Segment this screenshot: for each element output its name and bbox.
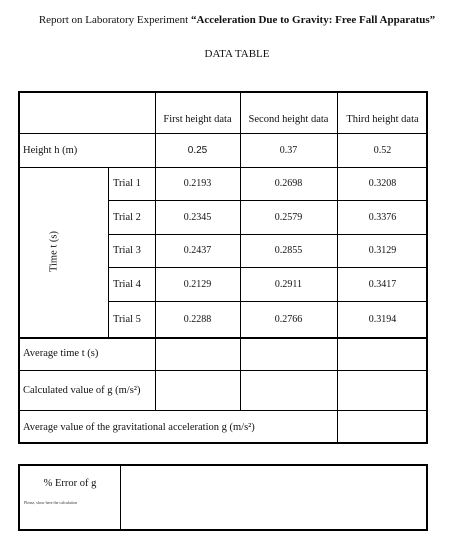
time-value: 0.3417 [368,278,397,290]
trial-label: Trial 1 [113,178,141,189]
average-g-label: Average value of the gravitational acceleration g (m/s²) [23,421,255,433]
average-g-input[interactable] [337,410,428,444]
time-value: 0.2766 [274,313,303,325]
time-value: 0.2288 [183,313,212,325]
error-label: % Error of g [43,478,97,489]
height-value: 0.52 [373,144,392,156]
time-value: 0.3208 [368,178,397,189]
error-note: Please, show here the calculation [24,500,77,505]
time-value: 0.2345 [183,211,212,223]
trial-label: Trial 5 [113,313,141,325]
data-table-heading: DATA TABLE [204,48,270,60]
time-value: 0.3194 [368,313,397,325]
column-header: Second height data [248,113,329,125]
height-value: 0.37 [279,144,298,156]
time-value: 0.2579 [274,211,303,223]
calculated-g-label: Calculated value of g (m/s²) [23,384,141,396]
report-title [0,14,474,26]
time-value: 0.3129 [368,245,397,256]
report-title-experiment: “Acceleration Due to Gravity: Free Fall Apparatus” [190,14,436,26]
height-value: 0.25 [187,144,208,156]
trial-label: Trial 2 [113,211,141,223]
time-value: 0.2855 [274,245,303,256]
error-calculation-area[interactable] [121,466,426,529]
calculated-g-input-3[interactable] [337,370,428,410]
calculated-g-input-2[interactable] [240,370,337,410]
calculated-g-input-1[interactable] [155,370,240,410]
average-time-input-3[interactable] [337,337,428,370]
height-row-label: Height h (m) [23,144,78,156]
time-value: 0.2129 [183,278,212,290]
column-header: First height data [163,113,232,125]
time-value: 0.2193 [183,178,212,189]
trial-label: Trial 4 [113,278,141,290]
average-time-label: Average time t (s) [23,348,99,359]
time-value: 0.2911 [274,278,303,290]
report-title-prefix: Report on Laboratory Experiment [38,14,191,26]
column-header: Third height data [346,113,419,125]
average-time-input-1[interactable] [155,337,240,370]
time-value: 0.3376 [368,211,397,223]
average-time-input-2[interactable] [240,337,337,370]
trial-label: Trial 3 [113,245,141,256]
time-axis-label: Time t (s) [48,230,60,273]
time-value: 0.2698 [274,178,303,189]
time-value: 0.2437 [183,245,212,256]
